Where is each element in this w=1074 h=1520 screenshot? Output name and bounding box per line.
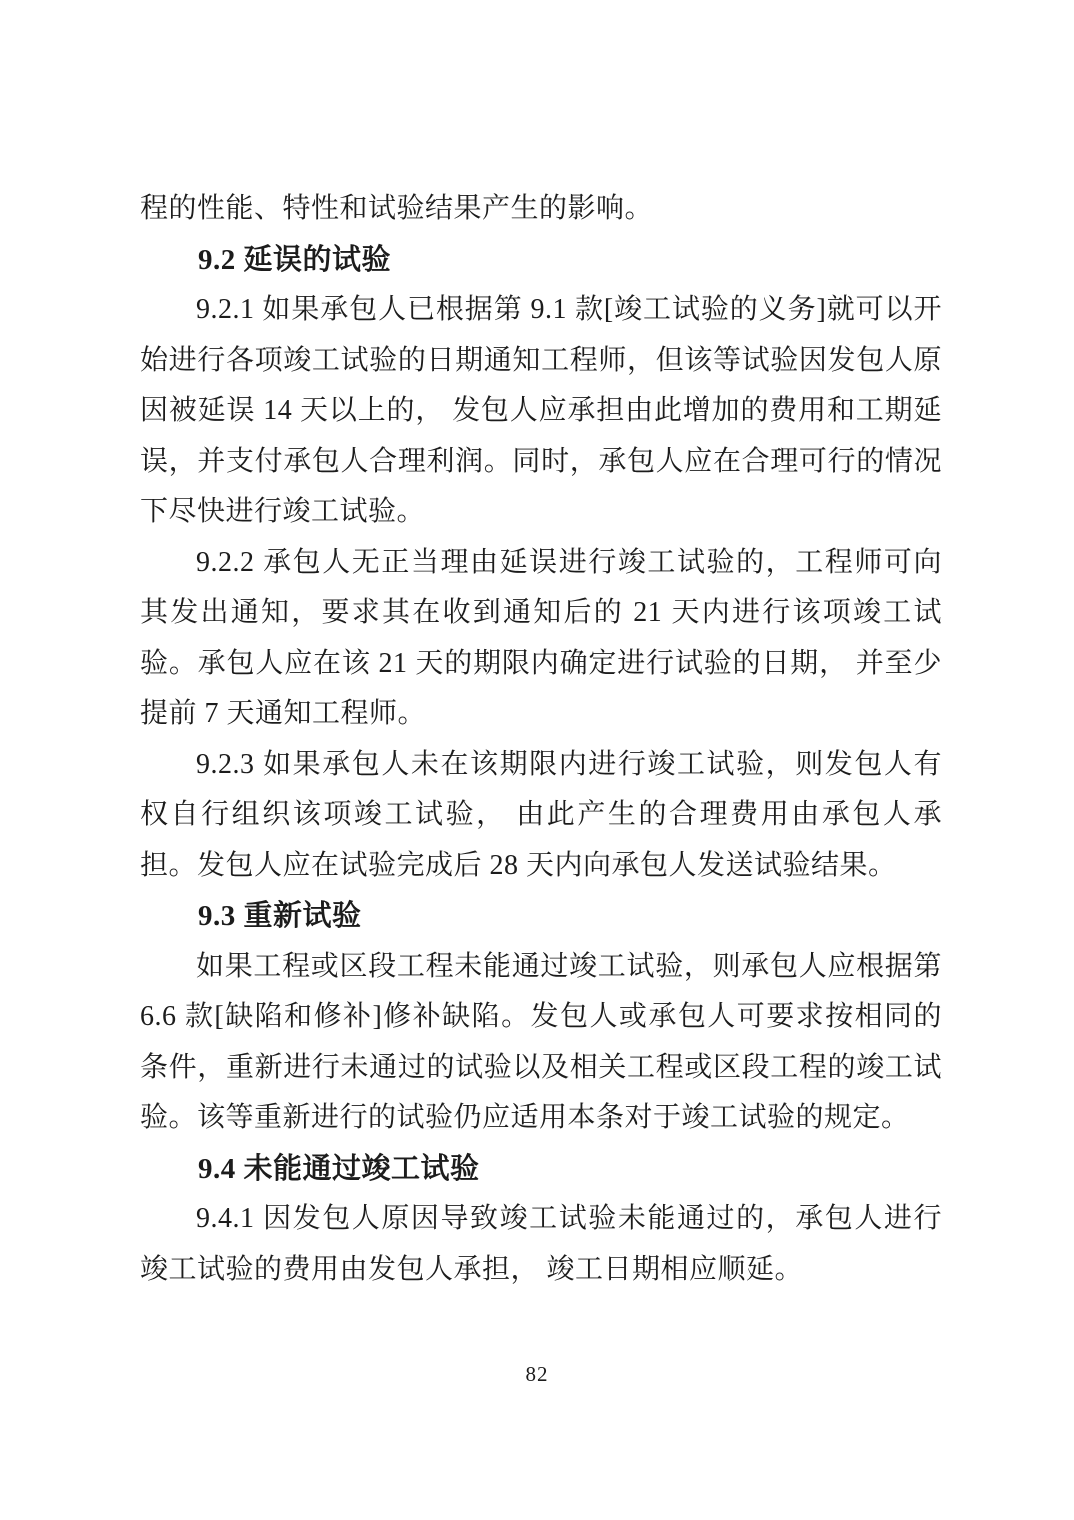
paragraph-9-2-3: 9.2.3 如果承包人未在该期限内进行竣工试验，则发包人有权自行组织该项竣工试验， 由此产生的合理费用由承包人承担。发包人应在试验完成后 28 天内向承包人发送试验结果。 <box>140 748 942 881</box>
paragraph-continuation: 程的性能、特性和试验结果产生的影响。 <box>140 193 654 224</box>
section-heading-9-4: 9.4 未能通过竣工试验 <box>198 1152 480 1185</box>
section-heading-9-2: 9.2 延误的试验 <box>198 243 392 276</box>
paragraph-9-4-1: 9.4.1 因发包人原因导致竣工试验未能通过的，承包人进行竣工试验的费用由发包人承担， 竣工日期相应顺延。 <box>140 1203 942 1285</box>
paragraph-9-2-1: 9.2.1 如果承包人已根据第 9.1 款[竣工试验的义务]就可以开始进行各项竣工试验的日期通知工程师，但该等试验因发包人原因被延误 14 天以上的， 发包人应承担由此增加的费用和工期延误，并支付承包人合理利润。同时，承包人应在合理可行的情况下尽快进行竣工试验。 <box>140 294 942 527</box>
page-number: 82 <box>525 1362 549 1386</box>
section-heading-9-3: 9.3 重新试验 <box>198 900 362 932</box>
paragraph-9-3-body: 如果工程或区段工程未能通过竣工试验，则承包人应根据第 6.6 款[缺陷和修补]修补缺陷。发包人或承包人可要求按相同的条件，重新进行未通过的试验以及相关工程或区段工程的竣工试验。该等重新进行的试验仍应适用本条对于竣工试验的规定。 <box>140 950 942 1133</box>
paragraph-9-2-2: 9.2.2 承包人无正当理由延误进行竣工试验的，工程师可向其发出通知，要求其在收到通知后的 21 天内进行该项竣工试验。承包人应在该 21 天的期限内确定进行试验的日期， 并至少提前 7 天通知工程师。 <box>140 546 942 729</box>
document-content <box>140 184 942 1295</box>
page-footer <box>0 1362 1074 1387</box>
